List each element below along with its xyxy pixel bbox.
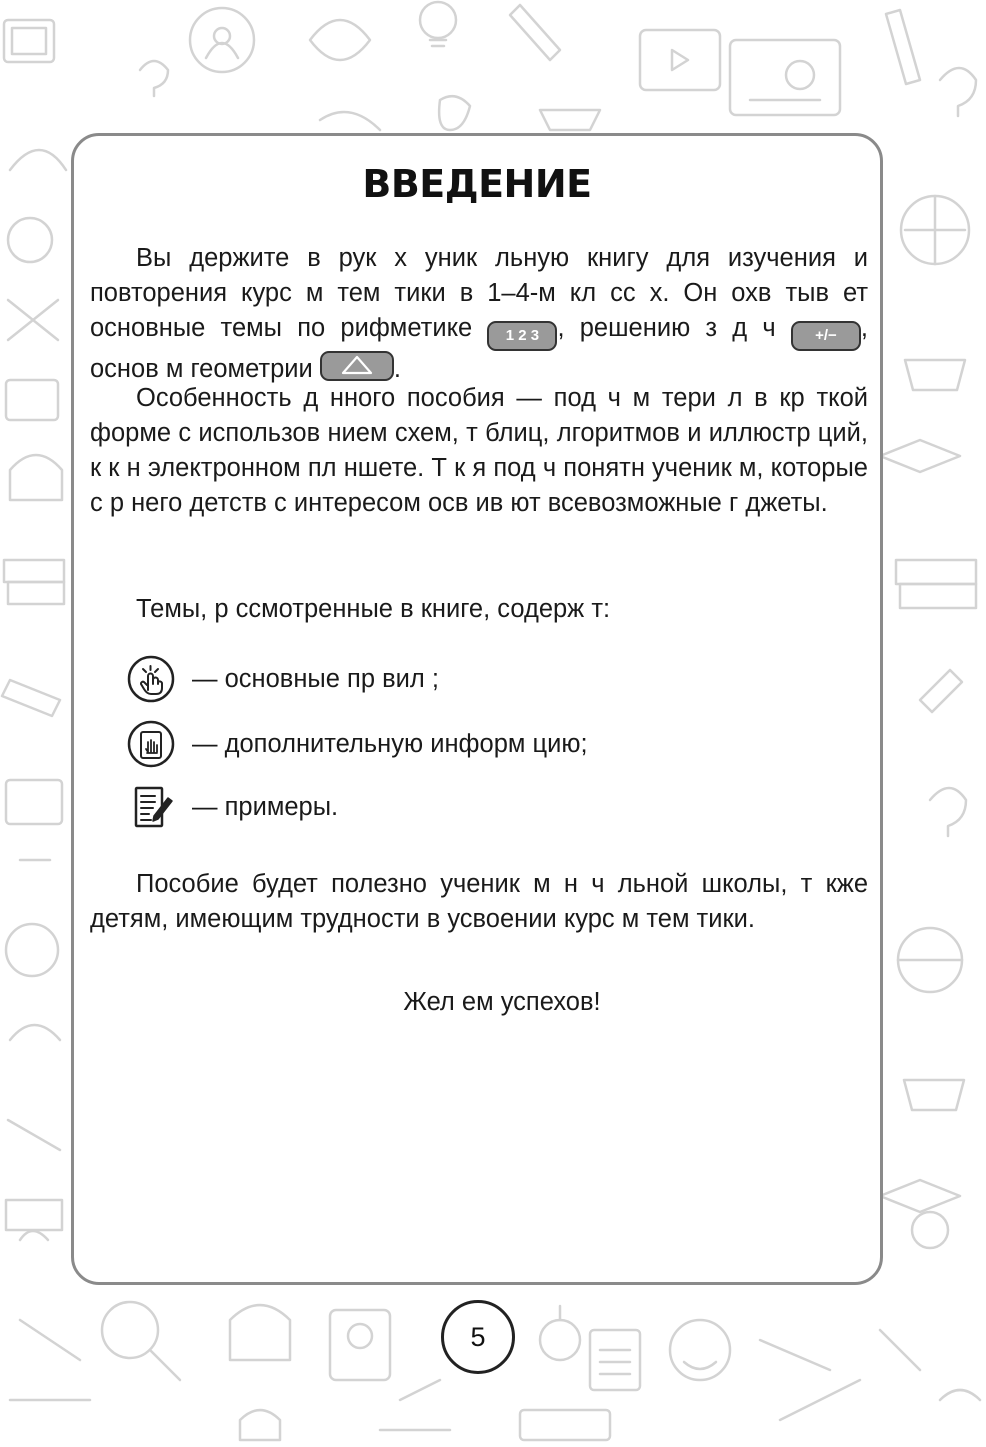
tap-finger-icon [126,654,176,704]
legend-item-examples [126,782,338,832]
closing-wish: Жел ем успехов! [403,988,601,1016]
intro-paragraph-2: Особенность д нного пособия — под ч м тери л в кр ткой форме с использов нием схем, т блиц, лгоритмов и иллюстр ций, к к н электронном пл ншете. Т к я под ч понятн ученик м, которые с р него детств с интересом осв ив ют всевозможные г джеты. [90,384,868,517]
intro-paragraph-3: Темы, р ссмотренные в книге, содерж т: [136,595,611,623]
intro-paragraph-1 [90,241,868,387]
word-problems-key-icon [791,321,861,351]
intro-text-part-b: , решению з д ч [557,314,776,342]
hand-book-icon [126,719,176,769]
legend-text-examples: — примеры. [192,792,339,821]
key-plusminus-label: +/− [815,327,837,344]
page-number: 5 [441,1300,515,1374]
triangle-icon [320,351,394,381]
arithmetic-key-icon [487,321,557,351]
legend-text-rules: — основные пр вил ; [192,664,439,693]
legend-item-rules [126,654,439,704]
intro-text-part-c: , основ м геометрии [90,314,868,383]
legend-item-additional-info [126,719,588,769]
intro-text-part-d: . [393,355,401,383]
legend-text-additional-info: — дополнительную информ цию; [192,729,588,758]
notepad-pencil-icon [126,782,176,832]
page-title: ВВЕДЕНИЕ [362,162,592,206]
intro-text-part-a: Вы держите в рук х уник льную книгу для изучения и повторения курс м тем тики в 1–4-м кл сс х. Он охв тыв ет основные темы по рифметике [90,244,868,342]
key-numbers-label: 1 2 3 [505,327,540,344]
closing-paragraph: Пособие будет полезно ученик м н ч льной школы, т кже детям, имеющим трудности в усвоении курс м тем тики. [90,870,868,933]
